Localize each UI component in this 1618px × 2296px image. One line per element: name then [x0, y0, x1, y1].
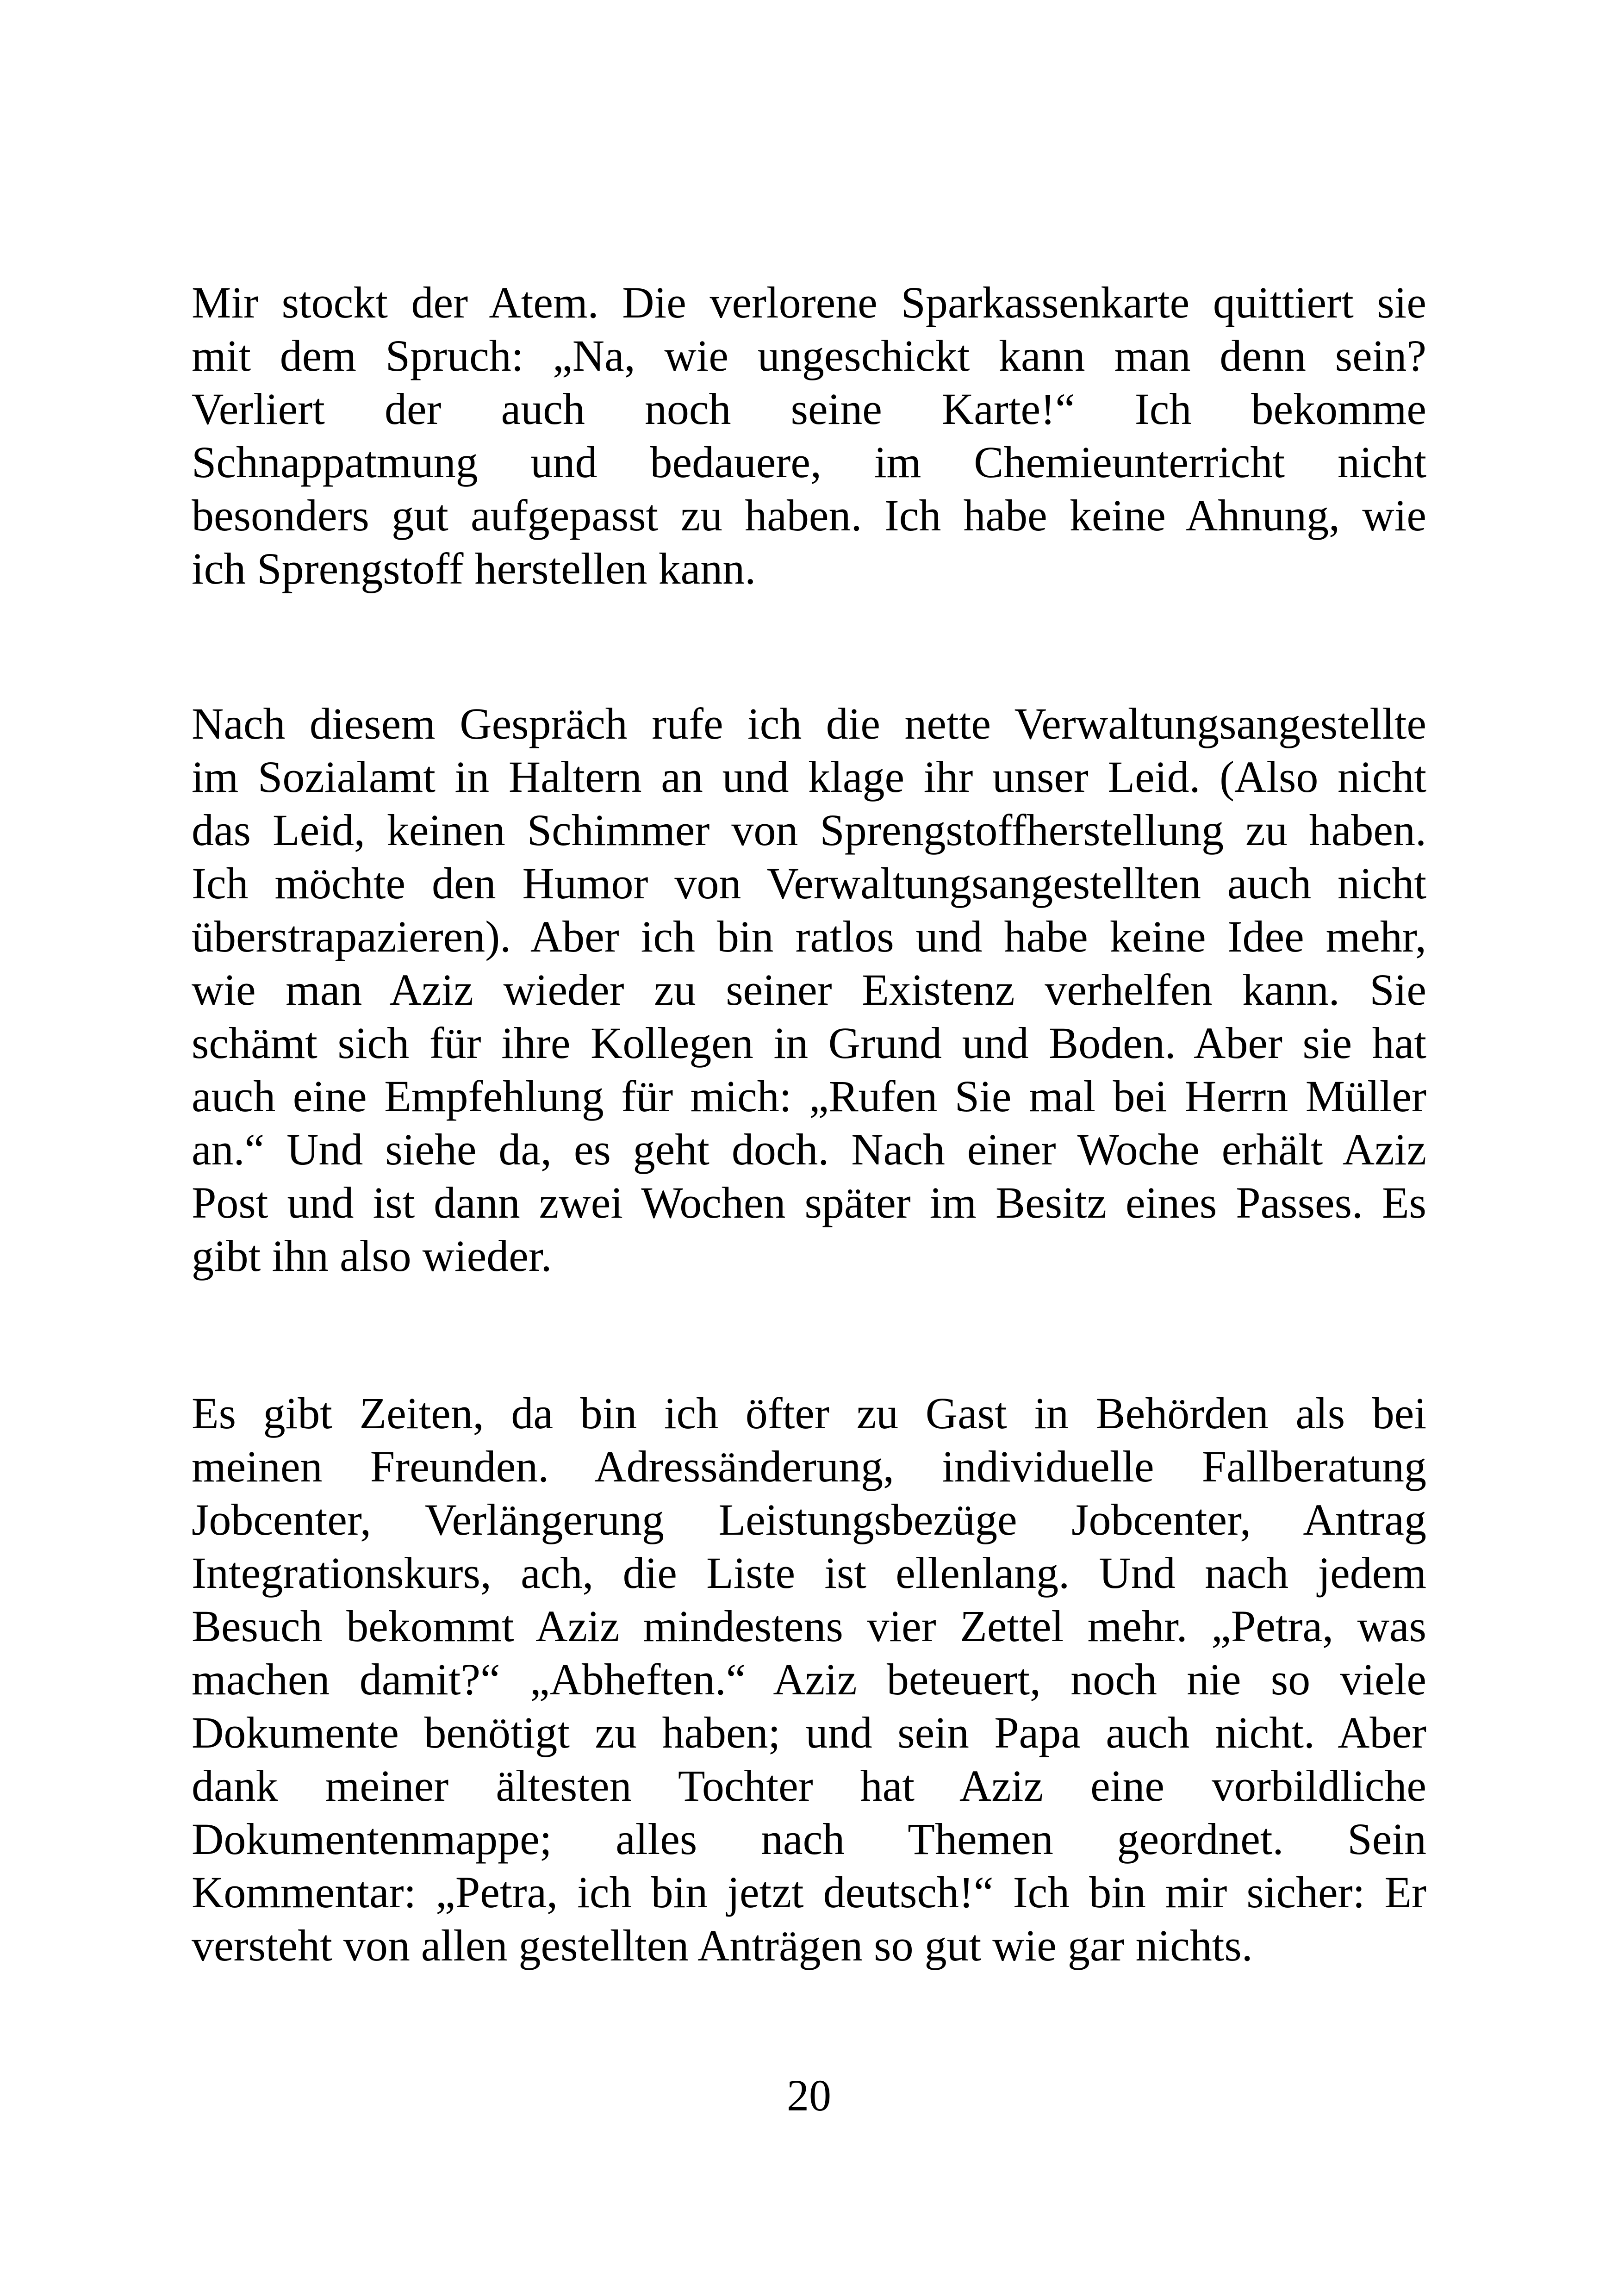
- paragraph-2-line-2: im Sozialamt in Haltern an und klage ihr unser Leid. (Also nicht: [192, 752, 1426, 802]
- paragraph-2: [192, 697, 1426, 1282]
- paragraph-2-line-8: auch eine Empfehlung für mich: „Rufen Sie mal bei Herrn Müller: [192, 1071, 1426, 1121]
- paragraph-2-line-3: das Leid, keinen Schimmer von Sprengstoffherstellung zu haben.: [192, 805, 1426, 855]
- paragraph-3-line-3: Jobcenter, Verlängerung Leistungsbezüge Jobcenter, Antrag: [192, 1495, 1426, 1544]
- paragraph-2-line-9: an.“ Und siehe da, es geht doch. Nach einer Woche erhält Aziz: [192, 1125, 1426, 1174]
- paragraph-1-line-4: Schnappatmung und bedauere, im Chemieunterricht nicht: [192, 437, 1426, 487]
- paragraph-3-line-2: meinen Freunden. Adressänderung, individuelle Fallberatung: [192, 1442, 1426, 1491]
- paragraph-3-line-10: Kommentar: „Petra, ich bin jetzt deutsch!“ Ich bin mir sicher: Er: [192, 1867, 1426, 1917]
- paragraph-1: [192, 276, 1426, 595]
- paragraph-3-line-1: Es gibt Zeiten, da bin ich öfter zu Gast in Behörden als bei: [192, 1388, 1426, 1438]
- paragraph-2-line-5: überstrapazieren). Aber ich bin ratlos und habe keine Idee mehr,: [192, 912, 1426, 961]
- paragraph-2-line-11: gibt ihn also wieder.: [192, 1231, 552, 1281]
- paragraph-3-line-5: Besuch bekommt Aziz mindestens vier Zettel mehr. „Petra, was: [192, 1601, 1426, 1651]
- paragraph-2-line-7: schämt sich für ihre Kollegen in Grund und Boden. Aber sie hat: [192, 1018, 1426, 1068]
- paragraph-1-line-6: ich Sprengstoff herstellen kann.: [192, 544, 756, 593]
- paragraph-1-line-2: mit dem Spruch: „Na, wie ungeschickt kann man denn sein?: [192, 331, 1426, 380]
- paragraph-1-line-3: Verliert der auch noch seine Karte!“ Ich bekomme: [192, 384, 1426, 434]
- paragraph-3-line-6: machen damit?“ „Abheften.“ Aziz beteuert, noch nie so viele: [192, 1655, 1426, 1704]
- paragraph-1-line-5: besonders gut aufgepasst zu haben. Ich habe keine Ahnung, wie: [192, 491, 1426, 540]
- paragraph-2-line-4: Ich möchte den Humor von Verwaltungsangestellten auch nicht: [192, 859, 1426, 908]
- page-number: 20: [787, 2071, 831, 2120]
- paragraph-1-line-1: Mir stockt der Atem. Die verlorene Sparkassenkarte quittiert sie: [192, 278, 1426, 327]
- paragraph-3: [192, 1387, 1426, 1972]
- paragraph-2-line-10: Post und ist dann zwei Wochen später im Besitz eines Passes. Es: [192, 1178, 1426, 1227]
- paragraph-3-line-7: Dokumente benötigt zu haben; und sein Papa auch nicht. Aber: [192, 1708, 1426, 1757]
- paragraph-3-line-11: versteht von allen gestellten Anträgen so gut wie gar nichts.: [192, 1921, 1253, 1970]
- paragraph-3-line-4: Integrationskurs, ach, die Liste ist ellenlang. Und nach jedem: [192, 1548, 1426, 1598]
- paragraph-3-line-9: Dokumentenmappe; alles nach Themen geordnet. Sein: [192, 1814, 1426, 1864]
- paragraph-2-line-6: wie man Aziz wieder zu seiner Existenz verhelfen kann. Sie: [192, 965, 1426, 1014]
- paragraph-2-line-1: Nach diesem Gespräch rufe ich die nette Verwaltungsangestellte: [192, 699, 1426, 748]
- paragraph-3-line-8: dank meiner ältesten Tochter hat Aziz eine vorbildliche: [192, 1761, 1426, 1811]
